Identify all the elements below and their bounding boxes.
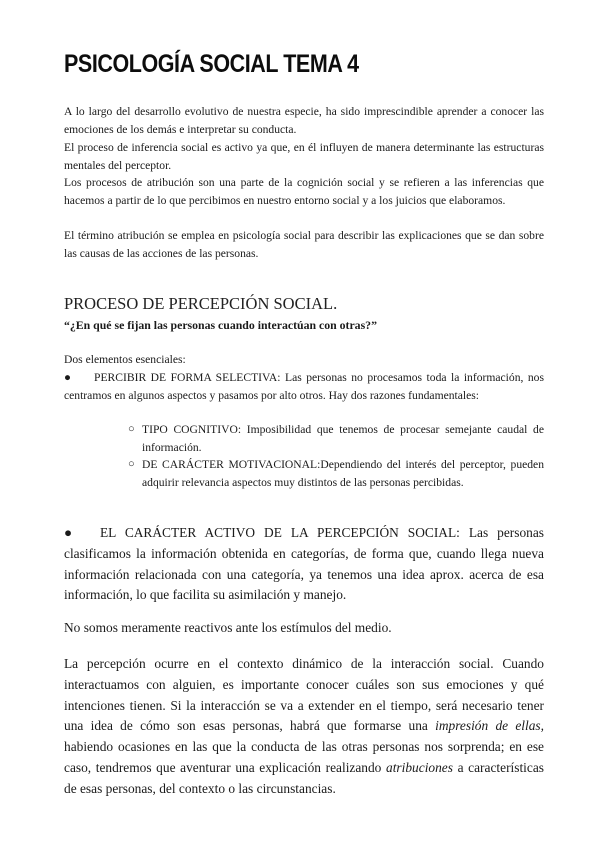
final-paragraph [64,654,544,800]
circle-bullet-icon: ○ [128,423,135,435]
bullet-text-selective: PERCIBIR DE FORMA SELECTIVA: Las personas no procesamos toda la información, nos centramos en algunos aspectos y pasamos por alto otros. Hay dos razones fundamentales: [64,371,544,402]
final-text-part2: habiendo ocasiones en las que la conducta de las otras personas nos sorprenda; en ese caso, tendremos que aventurar una explicación realizando [64,739,544,775]
page-title: PSICOLOGÍA SOCIAL TEMA 4 [64,50,359,78]
bullet-item-selective [64,369,544,404]
circle-bullet-icon: ○ [128,458,135,470]
final-text-part1: La percepción ocurre en el contexto dinámico de la interacción social. Cuando interactuamos con alguien, es importante conocer cuáles son sus emociones y qué intenciones tienen. Si la interacción se va a extender en el tiempo, será necesario tener una idea de cómo son esas personas, habrá que formarse una [64,656,544,734]
elements-intro: Dos elementos esenciales: [64,353,186,366]
sub-item-motivational [128,456,544,491]
sub-text-cognitive: TIPO COGNITIVO: Imposibilidad que tenemos de procesar semejante caudal de información. [142,423,544,454]
section-heading: PROCESO DE PERCEPCIÓN SOCIAL. [64,294,338,313]
intro-paragraph-1: A lo largo del desarrollo evolutivo de nuestra especie, ha sido imprescindible aprender a conocer las emociones de los demás e interpretar su conducta. [64,105,544,136]
section-question: “¿En qué se fijan las personas cuando interactúan con otras?” [64,318,377,332]
bullet-item-active [64,523,544,606]
final-text-part3: a características de esas personas, del contexto o las circunstancias. [64,759,544,796]
intro-paragraph-3: Los procesos de atribución son una parte de la cognición social y se refieren a las inferencias que hacemos a partir de lo que percibimos en nuestro entorno social y a los juicios que elaboramos. [64,176,544,207]
sub-item-cognitive [128,421,544,456]
bullet-text-active: EL CARÁCTER ACTIVO DE LA PERCEPCIÓN SOCIAL: Las personas clasificamos la información obtenida en categorías, de forma que, cuando llega nueva información relacionada con una categoría, ya tenemos una idea aprox. acerca de esa información, lo que facilita su asimilación y manejo. [64,525,544,603]
intro-paragraph-4: El término atribución se emplea en psicología social para describir las explicaciones que se dan sobre las causas de las acciones de las personas. [64,229,544,260]
intro-paragraph-2: El proceso de inferencia social es activo ya que, en él influyen de manera determinante las estructuras mentales del perceptor. [64,141,544,172]
bullet-icon: ● [64,525,73,540]
reactive-paragraph: No somos meramente reactivos ante los estímulos del medio. [64,620,392,635]
final-emphasis-attributions: atribuciones [386,759,453,775]
bullet-icon: ● [64,371,72,384]
final-emphasis-impression: impresión de ellas, [435,718,544,734]
sub-text-motivational: DE CARÁCTER MOTIVACIONAL:Dependiendo del interés del perceptor, pueden adquirir relevancia aspectos muy distintos de las personas percibidas. [142,458,544,489]
